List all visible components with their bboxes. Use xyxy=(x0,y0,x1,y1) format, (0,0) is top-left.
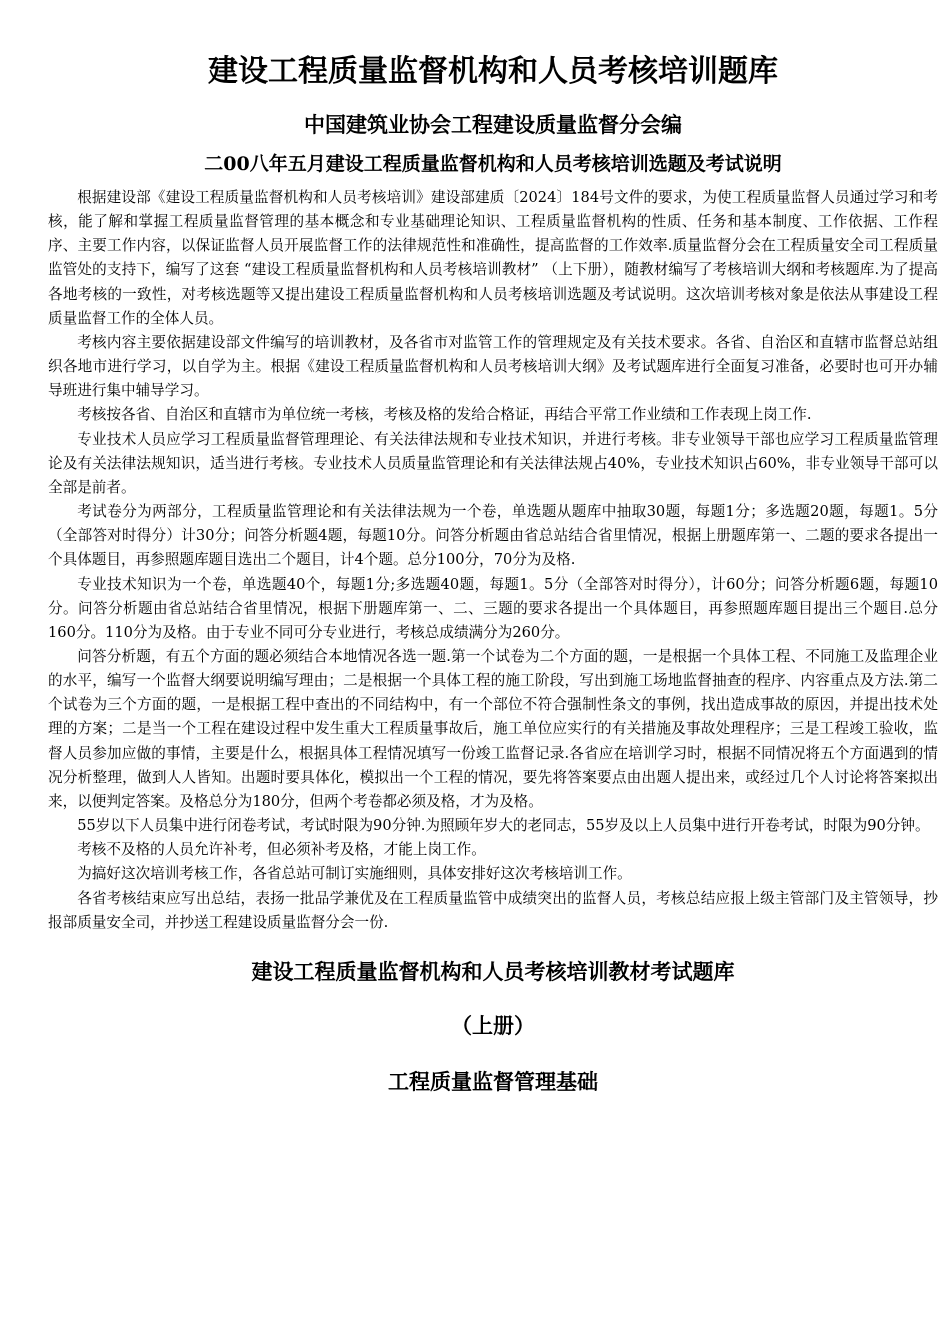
section-title: 建设工程质量监督机构和人员考核培训教材考试题库 xyxy=(251,958,735,984)
document-body xyxy=(48,186,938,935)
paragraph-8: 55岁以下人员集中进行闭卷考试，考试时限为90分钟.为照顾年岁大的老同志，55岁及以上人员集中进行开卷考试，时限为90分钟。 xyxy=(77,817,930,835)
paragraph-3: 考核按各省、自治区和直辖市为单位统一考核，考核及格的发给合格证，再结合平常工作业绩和工作表现上岗工作. xyxy=(77,406,812,424)
date-subtitle: 二00八年五月建设工程质量监督机构和人员考核培训选题及考试说明 xyxy=(204,153,782,175)
paragraph-1: 根据建设部《建设工程质量监督机构和人员考核培训》建设部建质〔2024〕184号文件的要求，为使工程质量监督人员通过学习和考核，能了解和掌握工程质量监督管理的基本概念和专业基础理论知识、工程质量监督机构的性质、任务和基本制度、工作依据、工作程序、主要工作内容，以保证监督人员开展监督工作的法律规范性和准确性，提高监督的工作效率.质量监督分会在工程质量安全司工程质量监管处的支持下，编写了这套 “建设工程质量监督机构和人员考核培训教材” （上下册），随教材编写了考核培训大纲和考核题库.为了提高各地考核的一致性，对考核选题等又提出建设工程质量监督机构和人员考核培训选题及考试说明。这次培训考核对象是依法从事建设工程质量监督工作的全体人员。 xyxy=(48,189,938,327)
document-title: 建设工程质量监督机构和人员考核培训题库 xyxy=(208,54,778,89)
paragraph-6: 专业技术知识为一个卷，单选题40个，每题1分;多选题40题，每题1。5分（全部答对时得分），计60分；问答分析题6题，每题10分。问答分析题由省总站结合省里情况，根据下册题库第一、二、三题的要求各提出一个具体题目，再参照题库题目提出三个题目.总分160分。110分为及格。由于专业不同可分专业进行，考核总成绩满分为260分。 xyxy=(48,575,938,641)
paragraph-7: 问答分析题，有五个方面的题必须结合本地情况各选一题.第一个试卷为二个方面的题，一是根据一个具体工程、不同施工及监理企业的水平，编写一个监督大纲要说明编写理由；二是根据一个具体工程的施工阶段，写出到施工场地监督抽查的程序、内容重点及方法.第二个试卷为三个方面的题，一是根据工程中查出的不同结构中，有一个部位不符合强制性条文的事例，找出造成事故的原因，并提出技术处理的方案；二是当一个工程在建设过程中发生重大工程质量事故后，施工单位应实行的有关措施及事故处理程序；三是工程竣工验收，监督人员参加应做的事情，主要是什么，根据具体工程情况填写一份竣工监督记录.各省应在培训学习时，根据不同情况将五个方面遇到的情况分析整理，做到人人皆知。出题时要具体化，模拟出一个工程的情况，要先将答案要点由出题人提出来，或经过几个人讨论将答案拟出来，以便判定答案。及格总分为180分，但两个考卷都必须及格，才为及格。 xyxy=(48,647,938,810)
document-editor: 中国建筑业协会工程建设质量监督分会编 xyxy=(304,112,682,137)
volume-label: （上册） xyxy=(451,1012,535,1038)
paragraph-9: 考核不及格的人员允许补考，但必须补考及格，才能上岗工作。 xyxy=(77,841,486,859)
paragraph-2: 考核内容主要依据建设部文件编写的培训教材，及各省市对监管工作的管理规定及有关技术要求。各省、自治区和直辖市监督总站组织各地市进行学习，以自学为主。根据《建设工程质量监督机构和人员考核培训大纲》及考试题库进行全面复习准备，必要时也可开办辅导班进行集中辅导学习。 xyxy=(48,333,938,400)
paragraph-10: 为搞好这次培训考核工作，各省总站可制订实施细则，具体安排好这次考核培训工作。 xyxy=(77,865,632,883)
paragraph-4: 专业技术人员应学习工程质量监督管理理论、有关法律法规和专业技术知识，并进行考核。非专业领导干部也应学习工程质量监管理论及有关法律法规知识，适当进行考核。专业技术人员质量监管理论和有关法律法规占40%，专业技术知识占60%，非专业领导干部可以全部是前者。 xyxy=(48,430,938,496)
chapter-title: 工程质量监督管理基础 xyxy=(388,1068,598,1094)
paragraph-11: 各省考核结束应写出总结，表扬一批品学兼优及在工程质量监管中成绩突出的监督人员，考核总结应报上级主管部门及主管领导，抄报部质量安全司，并抄送工程建设质量监督分会一份. xyxy=(48,889,938,931)
paragraph-5: 考试卷分为两部分，工程质量监管理论和有关法律法规为一个卷，单选题从题库中抽取30题，每题1分；多选题20题，每题1。5分（全部答对时得分）计30分；问答分析题4题，每题10分。问答分析题由省总站结合省里情况，根据上册题库第一、二题的要求各提出一个具体题目，再参照题库题目选出二个题目，计4个题。总分100分，70分为及格. xyxy=(48,503,938,569)
